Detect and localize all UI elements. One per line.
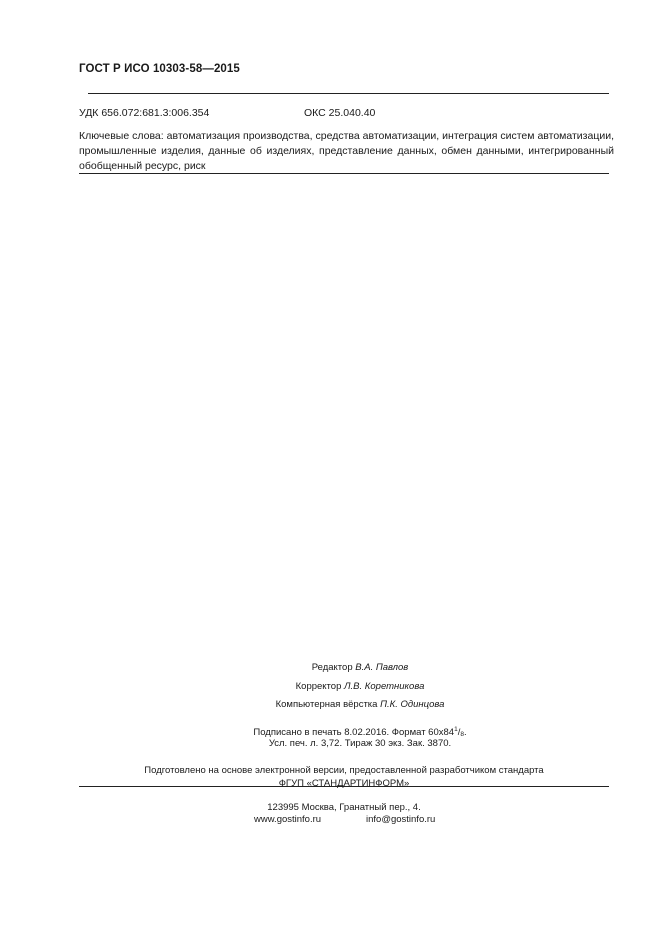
layout-name: П.К. Одинцова [380,699,445,710]
signed-line: Подписано в печать 8.02.2016. Формат $60х84^1/_8$. [253,726,467,738]
editor-line [130,662,590,673]
layout-label: Компьютерная вёрстка [275,699,378,710]
email-link[interactable]: info@gostinfo.ru [366,814,436,825]
editor-name: В.А. Павлов [355,662,409,673]
corrector-name: Л.В. Коретникова [344,681,425,692]
udk-code: УДК 656.072:681.3:006.354 [79,107,210,119]
keywords-divider [79,173,609,174]
standard-code: ГОСТ Р ИСО 10303-58—2015 [79,63,240,75]
header-divider [88,93,609,94]
prepared-note: Подготовлено на основе электронной версии, предоставленной разработчиком стандарта [144,765,544,776]
publisher-address: 123995 Москва, Гранатный пер., 4. [267,802,421,813]
print-details: Усл. печ. л. 3,72. Тираж 30 экз. Зак. 3870. [268,738,452,749]
corrector-label: Корректор [295,681,342,692]
layout-line [130,699,590,710]
format-end: . [463,727,467,738]
keywords-paragraph: Ключевые слова: автоматизация производства, средства автоматизации, интеграция систем автоматизации, промышленные изделия, данные об изделиях, представление данных, обмен данными, интегрированный обобщенный ресурс, риск [79,130,614,172]
signed-text: Подписано в печать 8.02.2016. Формат 60х84 [253,727,455,738]
format-fraction-numerator: 1 [454,726,458,733]
website-link[interactable]: www.gostinfo.ru [254,814,322,825]
editor-label: Редактор [311,662,353,673]
format-fraction-denominator: 8 [460,731,464,738]
oks-code: ОКС 25.040.40 [304,107,376,119]
publisher-name: ФГУП «СТАНДАРТИНФОРМ» [278,778,410,789]
corrector-line [130,681,590,692]
